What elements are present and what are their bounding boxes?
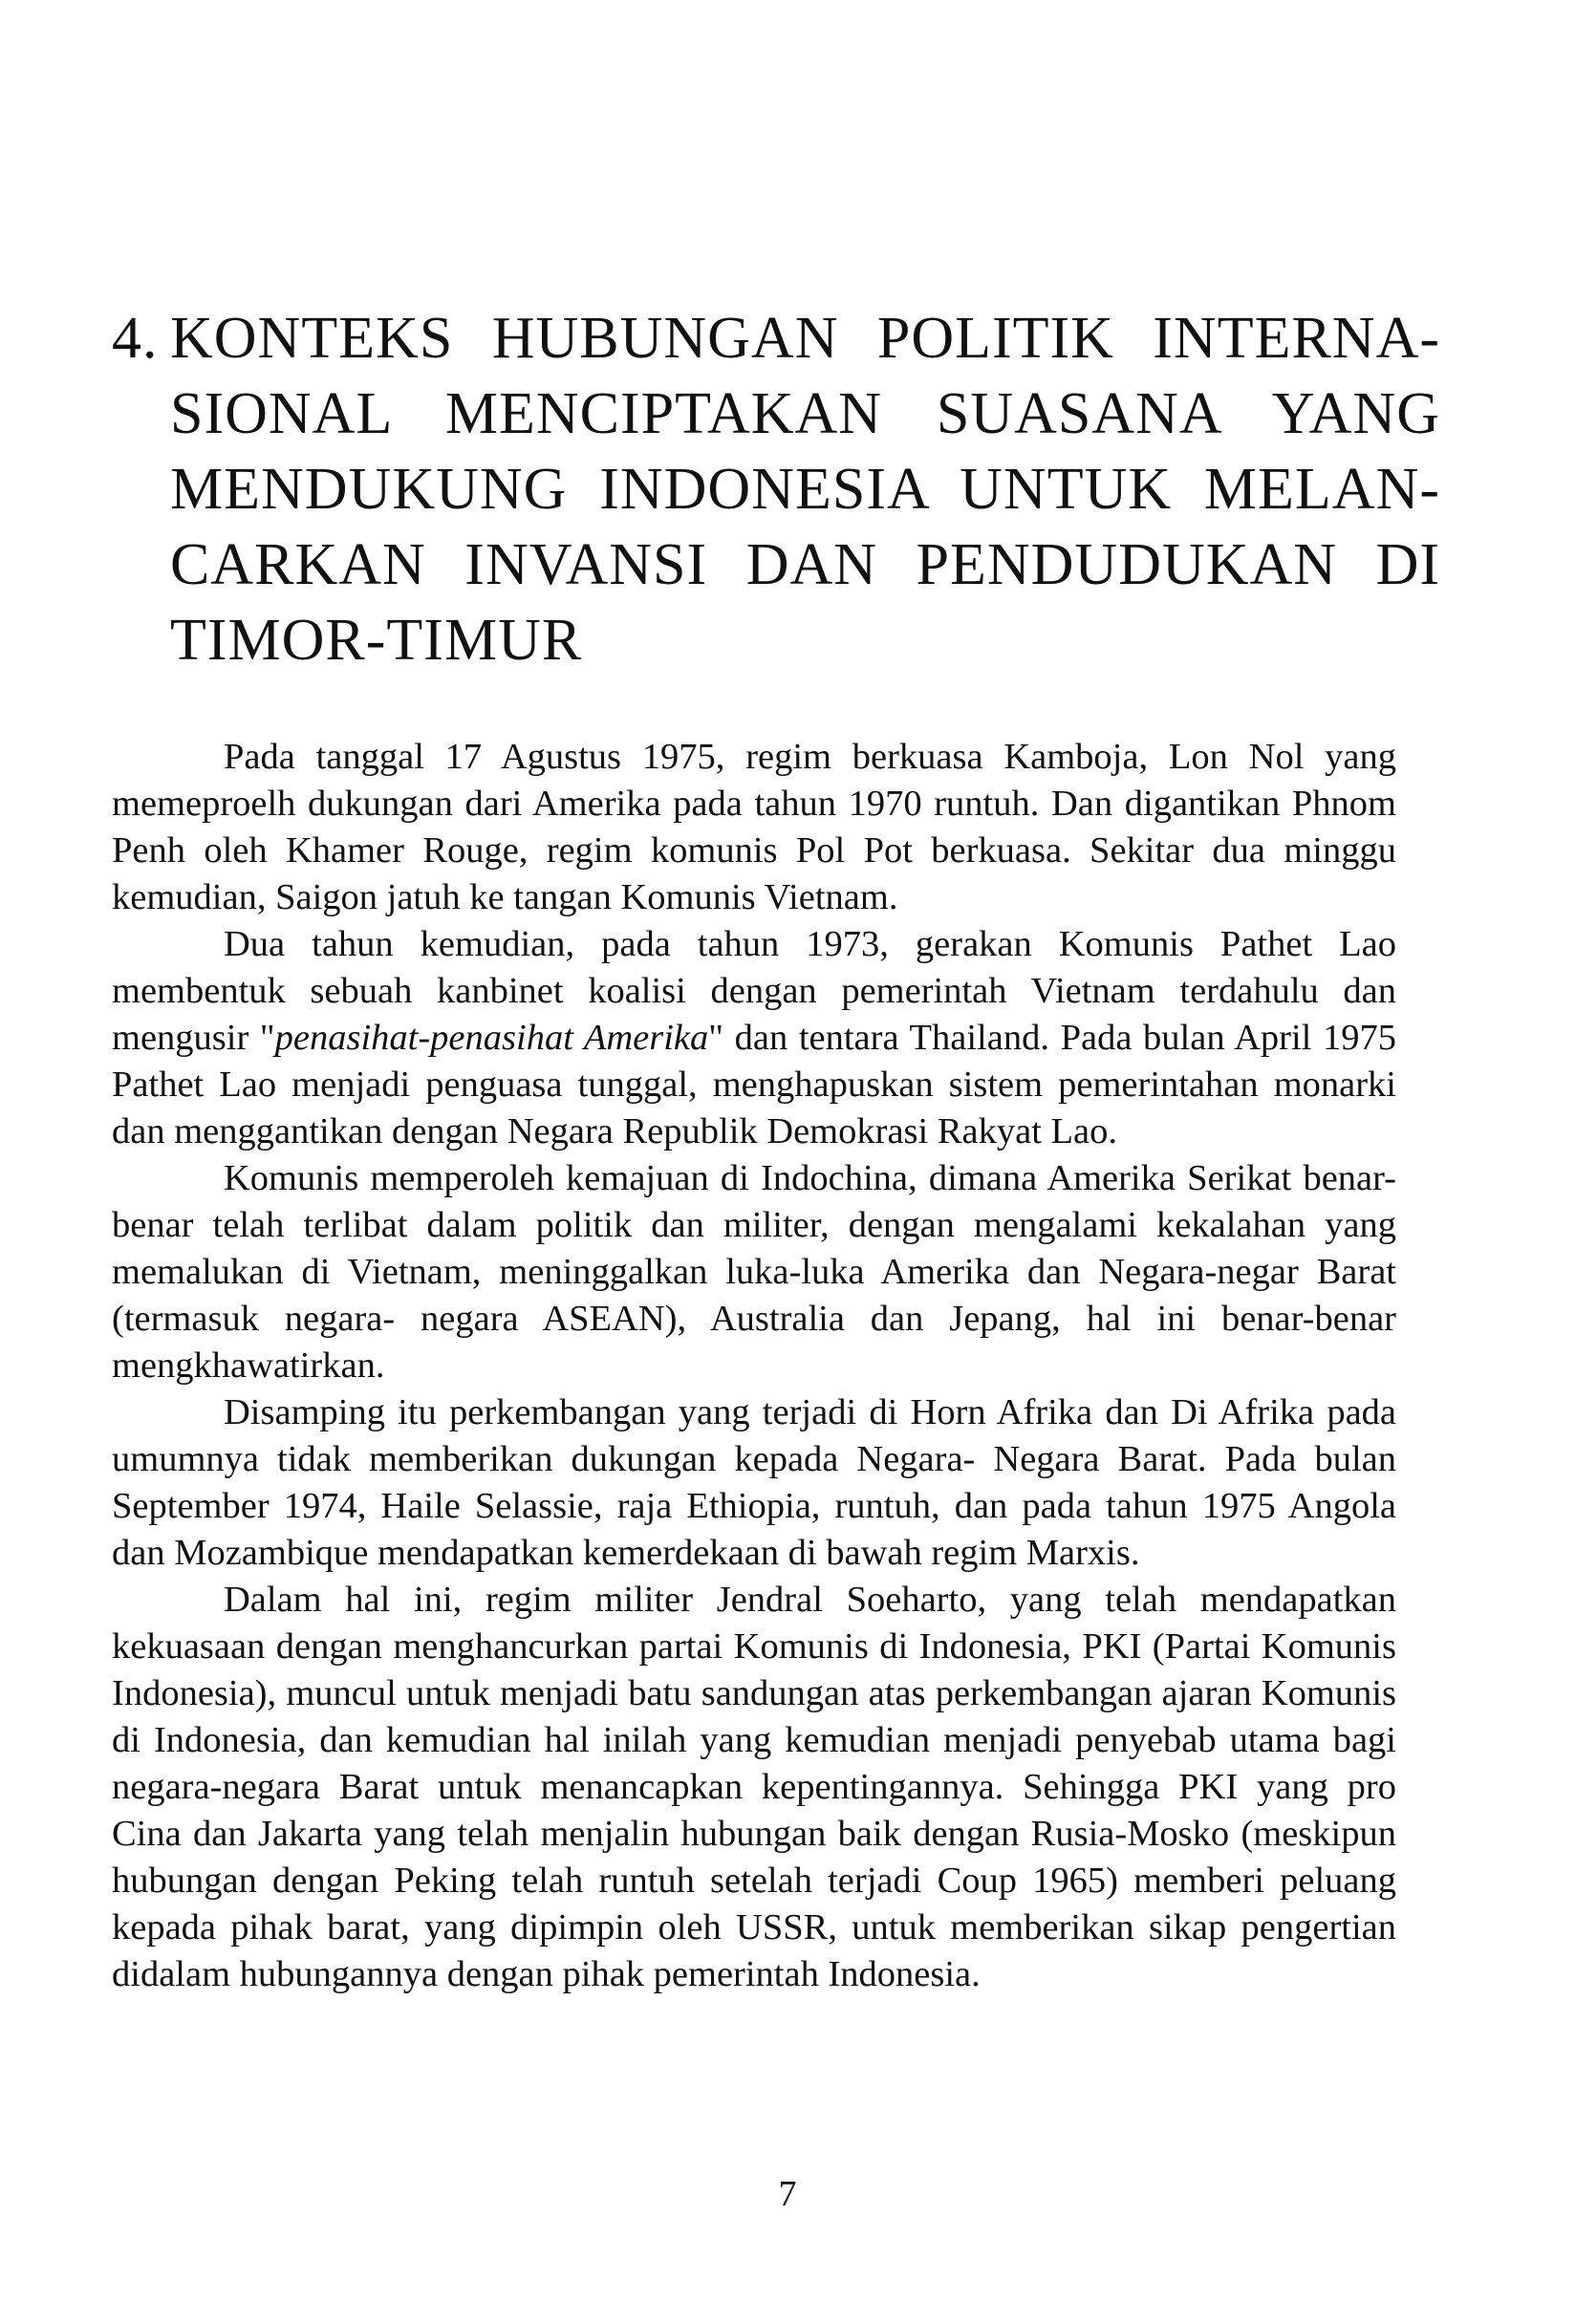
paragraph: Pada tanggal 17 Agustus 1975, regim berkuasa Kamboja, Lon Nol yang memeproelh dukungan dari Amerika pada tahun 1970 runtuh. Dan digantikan Phnom Penh oleh Khamer Rouge, regim komunis Pol Pot berkuasa. Sekitar dua minggu kemudian, Saigon jatuh ke tangan Komunis Vietnam. — [112, 737, 1396, 917]
paragraph-text: " dan tentara Thailand. Pada bulan April 1975 Pathet Lao menjadi penguasa tunggal, menghapuskan sistem pemerintahan monarki dan menggantikan dengan Negara Republik Demokrasi Rakyat Lao. — [112, 1018, 1396, 1151]
page-number: 7 — [778, 2174, 797, 2214]
heading-line — [112, 301, 1440, 377]
paragraph: Dalam hal ini, regim militer Jendral Soeharto, yang telah mendapatkan kekuasaan dengan menghancurkan partai Komunis di Indonesia, PKI (Partai Komunis Indonesia), muncul untuk menjadi batu sandungan atas perkembangan ajaran Komunis di Indonesia, dan kemudian hal inilah yang kemudian menjadi penyebab utama bagi negara-negara Barat untuk menancapkan kepentingannya. Sehingga PKI yang pro Cina dan Jakarta yang telah menjalin hubungan baik dengan Rusia-Mosko (meskipun hubungan dengan Peking telah runtuh setelah terjadi Coup 1965) memberi peluang kepada pihak barat, yang dipimpin oleh USSR, untuk memberikan sikap pengertian didalam hubungannya dengan pihak pemerintah Indonesia. — [112, 1580, 1396, 1994]
paragraph: Disamping itu perkembangan yang terjadi di Horn Afrika dan Di Afrika pada umumnya tidak memberikan dukungan kepada Negara- Negara Barat. Pada bulan September 1974, Haile Selassie, raja Ethiopia, runtuh, dan pada tahun 1975 Angola dan Mozambique mendapatkan kemerdekaan di bawah regim Marxis. — [112, 1392, 1396, 1573]
heading-line: MENDUKUNG INDONESIA UNTUK MELAN- — [170, 457, 1440, 522]
section-number: 4. — [112, 306, 159, 371]
section-heading — [112, 301, 1440, 678]
body-text — [112, 734, 1396, 1998]
italic-phrase: penasihat-penasihat Amerika — [274, 1018, 709, 1058]
heading-line: TIMOR-TIMUR — [170, 608, 583, 673]
paragraph — [112, 921, 1396, 1155]
heading-line: CARKAN INVANSI DAN PENDUDUKAN DI — [170, 532, 1440, 597]
heading-line: SIONAL MENCIPTAKAN SUASANA YANG — [170, 381, 1440, 446]
paragraph: Komunis memperoleh kemajuan di Indochina, dimana Amerika Serikat benar-benar telah terlibat dalam politik dan militer, dengan mengalami kekalahan yang memalukan di Vietnam, meninggalkan luka-luka Amerika dan Negara-negar Barat (termasuk negara- negara ASEAN), Australia dan Jepang, hal ini benar-benar mengkhawatirkan. — [112, 1158, 1396, 1386]
heading-line-text: KONTEKS HUBUNGAN POLITIK INTERNA- — [170, 306, 1440, 371]
paragraph-text: Dua tahun kemudian, pada tahun 1973, gerakan Komunis Pathet Lao membentuk sebuah kanbinet koalisi dengan pemerintah Vietnam terdahulu dan mengusir " — [112, 924, 1396, 1058]
